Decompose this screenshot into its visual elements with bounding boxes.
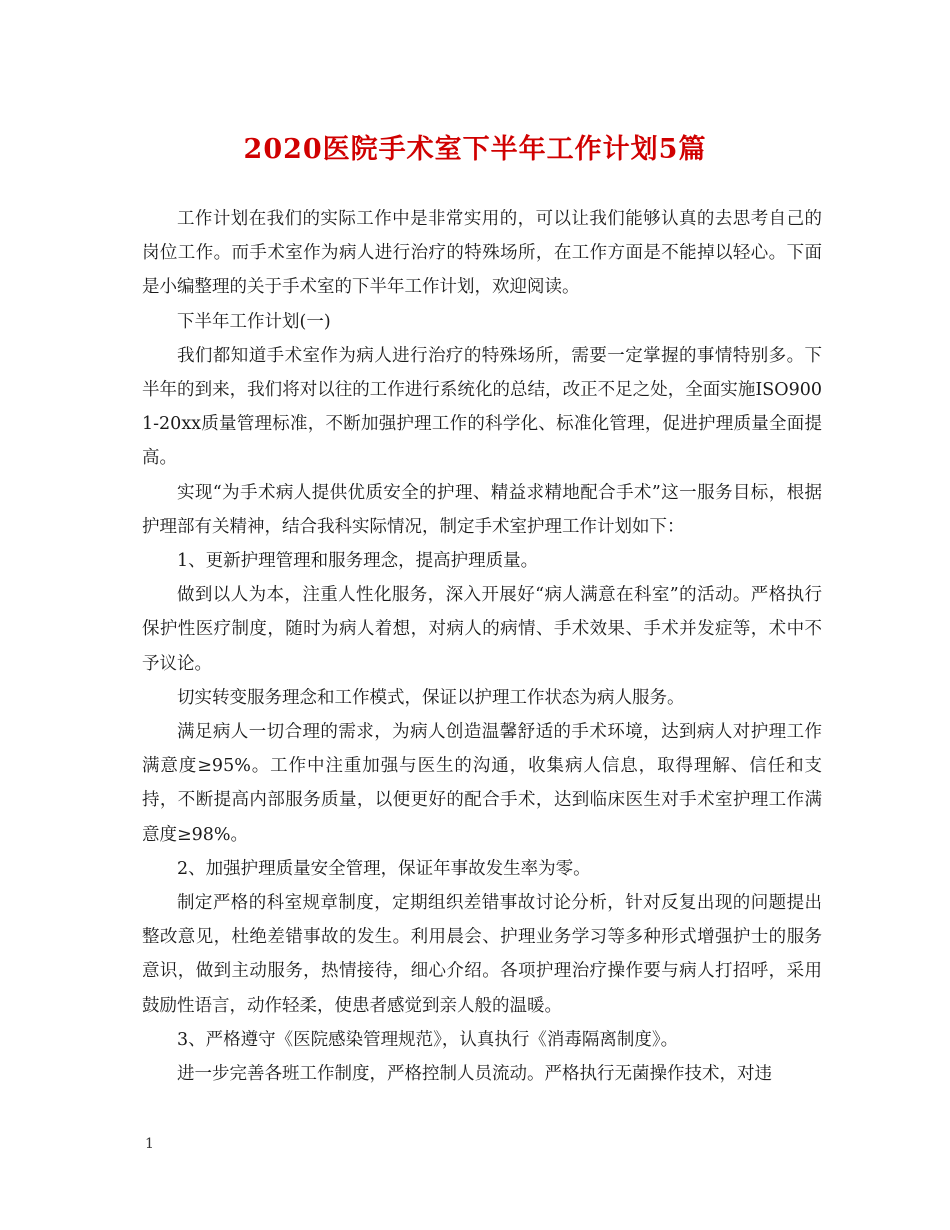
document-body bbox=[142, 202, 822, 1091]
paragraph: 工作计划在我们的实际工作中是非常实用的，可以让我们能够认真的去思考自己的岗位工作。而手术室作为病人进行治疗的特殊场所，在工作方面是不能掉以轻心。下面是小编整理的关于手术室的下半年工作计划，欢迎阅读。 bbox=[142, 209, 822, 298]
list-item-heading: 1、更新护理管理和服务理念，提高护理质量。 bbox=[177, 551, 539, 572]
paragraph: 做到以人为本，注重人性化服务，深入开展好“病人满意在科室”的活动。严格执行保护性医疗制度，随时为病人着想，对病人的病情、手术效果、手术并发症等，术中不予议论。 bbox=[142, 585, 822, 674]
paragraph: 满足病人一切合理的需求，为病人创造温馨舒适的手术环境，达到病人对护理工作满意度≥95%。工作中注重加强与医生的沟通，收集病人信息，取得理解、信任和支持，不断提高内部服务质量，以便更好的配合手术，达到临床医生对手术室护理工作满意度≥98%。 bbox=[142, 722, 822, 845]
paragraph: 我们都知道手术室作为病人进行治疗的特殊场所，需要一定掌握的事情特别多。下半年的到来，我们将对以往的工作进行系统化的总结，改正不足之处，全面实施ISO9001-20xx质量管理标准，不断加强护理工作的科学化、标准化管理，促进护理质量全面提高。 bbox=[142, 345, 822, 469]
document-title: 2020医院手术室下半年工作计划5篇 bbox=[243, 134, 707, 165]
list-item-heading: 3、严格遵守《医院感染管理规范》，认真执行《消毒隔离制度》。 bbox=[177, 1029, 679, 1050]
paragraph: 进一步完善各班工作制度，严格控制人员流动。严格执行无菌操作技术，对违 bbox=[177, 1064, 772, 1085]
paragraph: 切实转变服务理念和工作模式，保证以护理工作状态为病人服务。 bbox=[177, 687, 685, 708]
paragraph: 制定严格的科室规章制度，定期组织差错事故讨论分析，针对反复出现的问题提出整改意见，杜绝差错事故的发生。利用晨会、护理业务学习等多种形式增强护士的服务意识，做到主动服务，热情接待，细心介绍。各项护理治疗操作要与病人打招呼，采用鼓励性语言，动作轻柔，使患者感觉到亲人般的温暖。 bbox=[142, 893, 822, 1016]
list-item-heading: 2、加强护理质量安全管理，保证年事故发生率为零。 bbox=[177, 858, 591, 879]
page-number: 1 bbox=[145, 1136, 154, 1152]
section-heading: 下半年工作计划(一) bbox=[177, 311, 331, 332]
paragraph: 实现“为手术病人提供优质安全的护理、精益求精地配合手术”这一服务目标，根据护理部有关精神，结合我科实际情况，制定手术室护理工作计划如下： bbox=[142, 482, 822, 537]
